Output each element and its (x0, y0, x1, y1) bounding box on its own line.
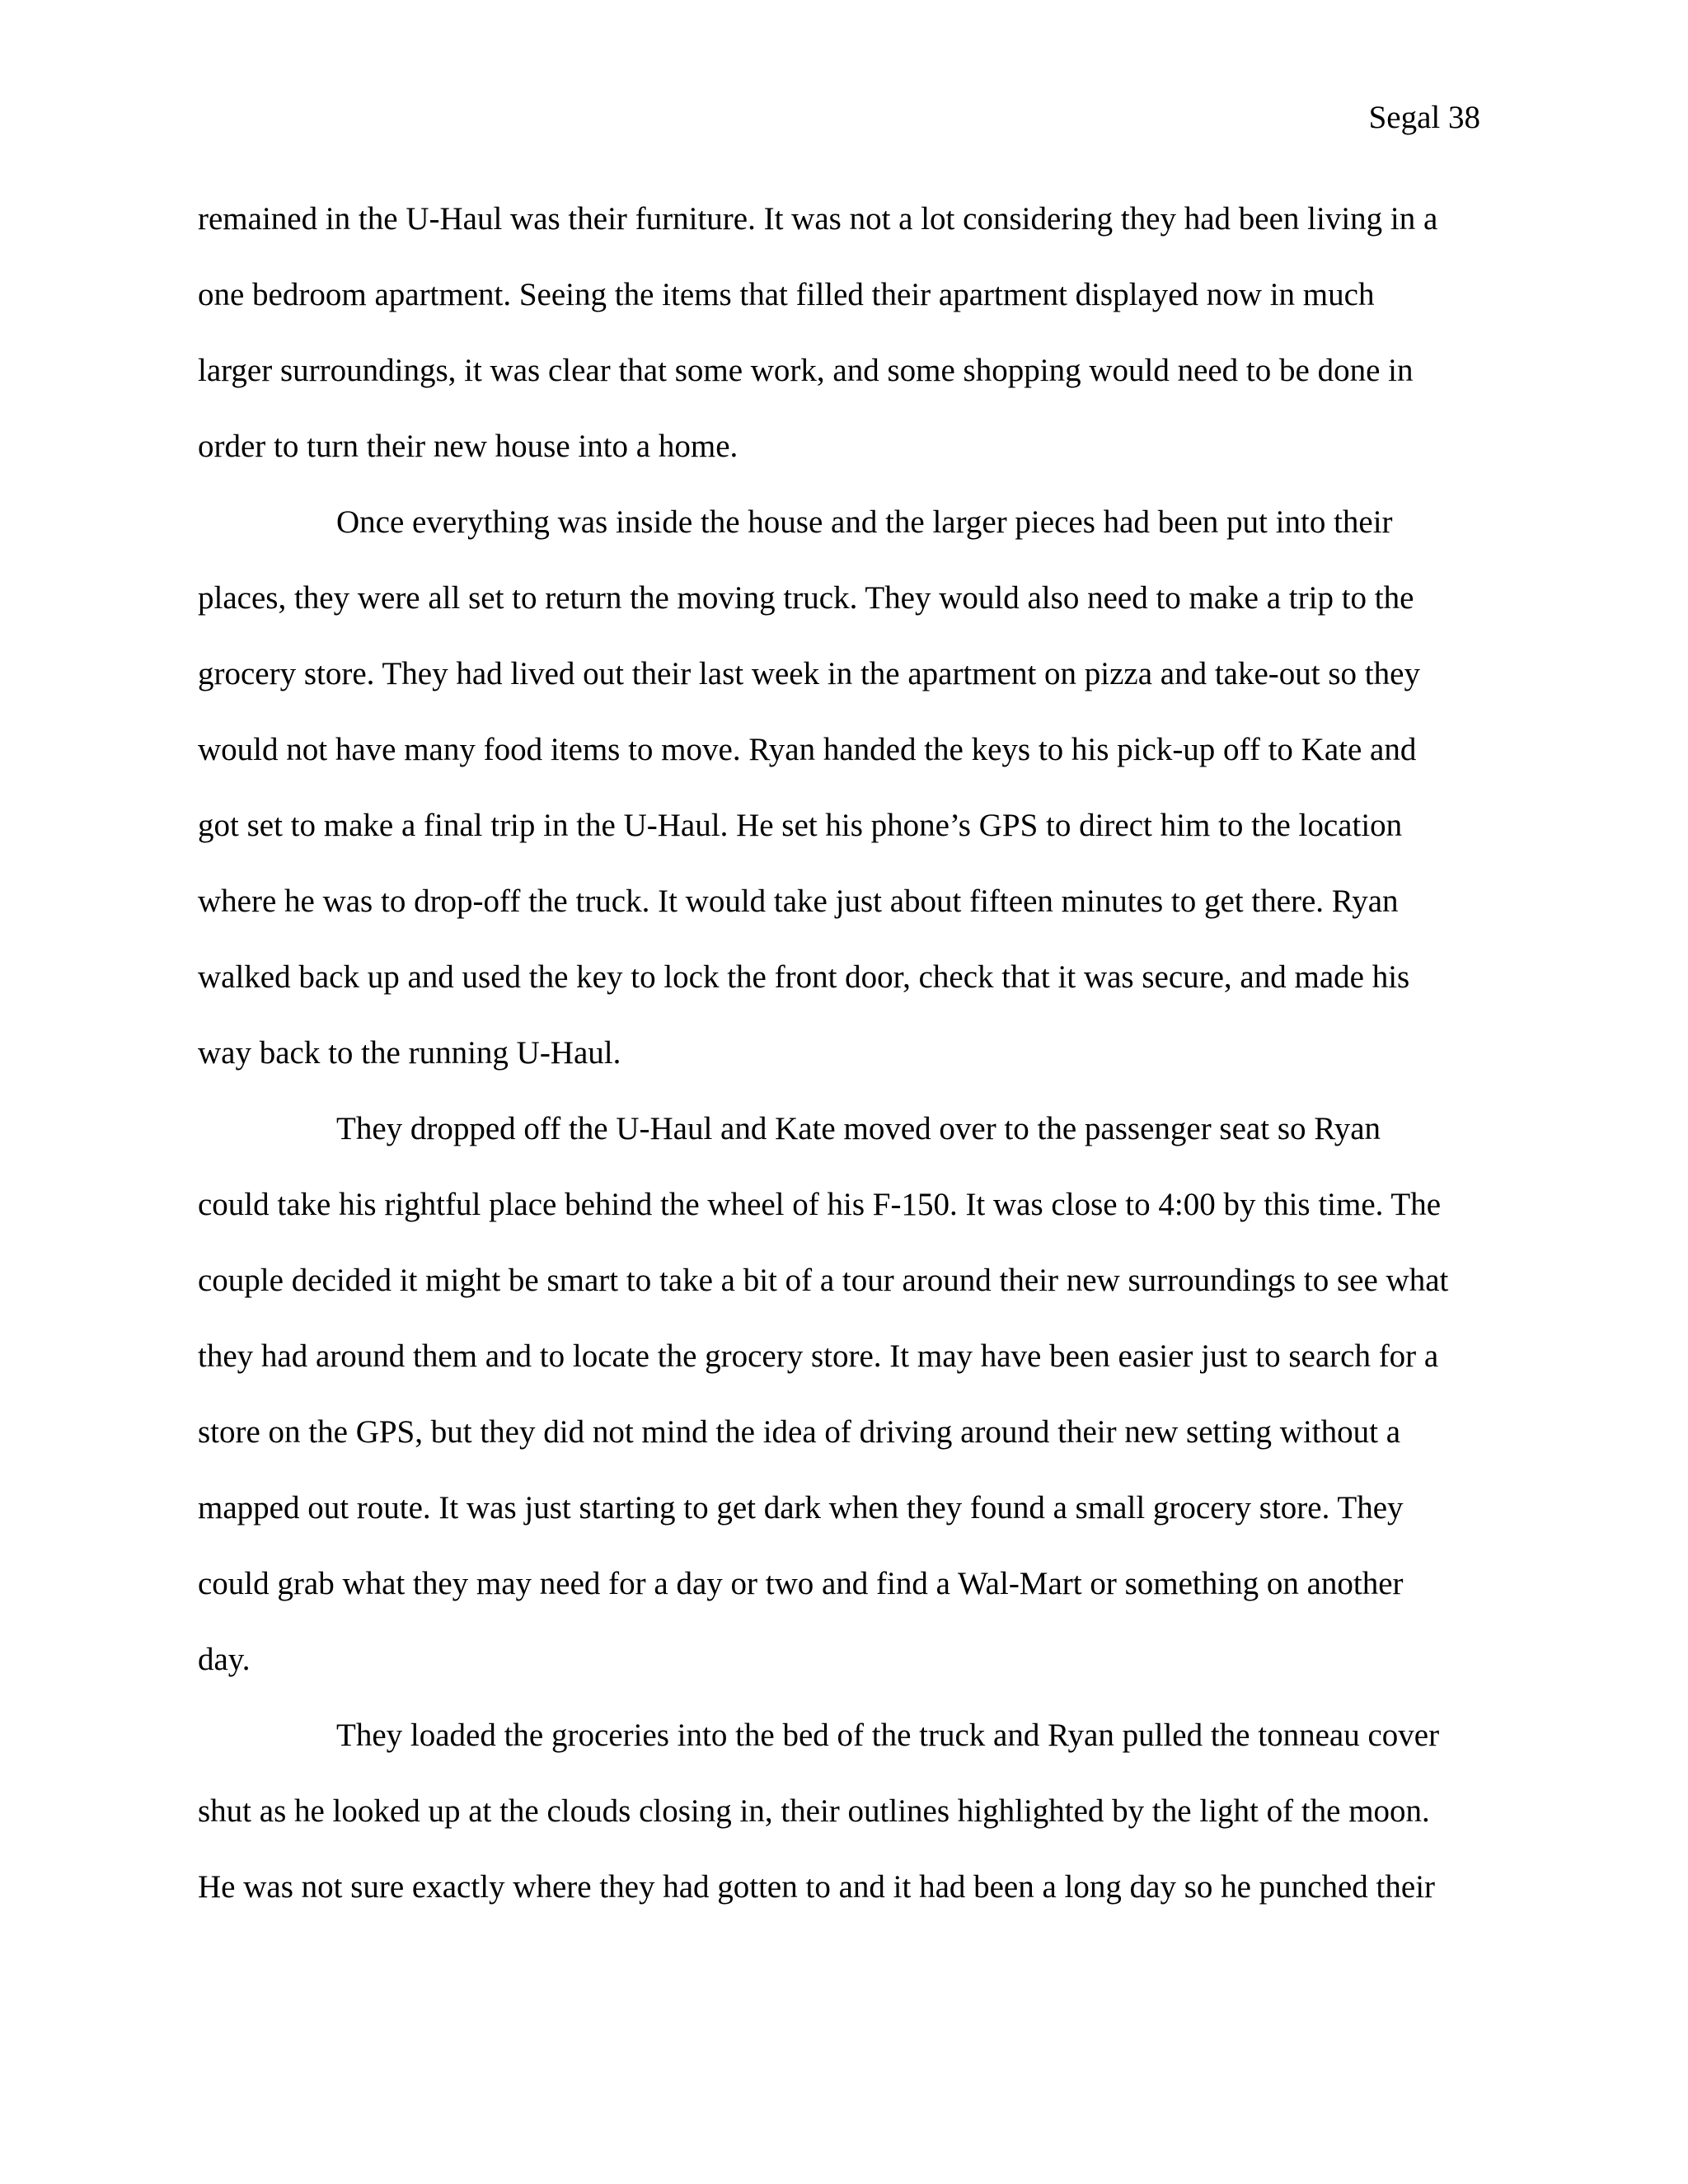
text-line: places, they were all set to return the moving truck. They would also need to make a trip to the (198, 580, 1414, 616)
text-line: He was not sure exactly where they had gotten to and it had been a long day so he punched their (198, 1869, 1436, 1905)
text-line: remained in the U-Haul was their furniture. It was not a lot considering they had been living in a (198, 201, 1438, 237)
text-line: larger surroundings, it was clear that some work, and some shopping would need to be done in (198, 353, 1414, 388)
running-head: Segal 38 (1368, 100, 1480, 135)
text-line: mapped out route. It was just starting to get dark when they found a small grocery store. They (198, 1490, 1404, 1526)
text-line: one bedroom apartment. Seeing the items that filled their apartment displayed now in much (198, 277, 1375, 312)
text-line: day. (198, 1642, 251, 1677)
text-line: would not have many food items to move. Ryan handed the keys to his pick-up off to Kate and (198, 732, 1417, 767)
paragraph-first-line: They loaded the groceries into the bed of the truck and Ryan pulled the tonneau cover (336, 1718, 1440, 1753)
text-line: grocery store. They had lived out their last week in the apartment on pizza and take-out so they (198, 656, 1420, 691)
text-line: shut as he looked up at the clouds closing in, their outlines highlighted by the light of the moon. (198, 1793, 1430, 1829)
text-line: store on the GPS, but they did not mind the idea of driving around their new setting without a (198, 1414, 1401, 1450)
text-line: order to turn their new house into a home. (198, 429, 738, 464)
text-line: couple decided it might be smart to take a bit of a tour around their new surroundings to see what (198, 1263, 1449, 1298)
text-line: they had around them and to locate the grocery store. It may have been easier just to search for a (198, 1338, 1439, 1374)
body-text (198, 199, 1492, 1943)
text-line: where he was to drop-off the truck. It would take just about fifteen minutes to get there. Ryan (198, 883, 1399, 919)
text-line: could take his rightful place behind the wheel of his F-150. It was close to 4:00 by this time. The (198, 1187, 1442, 1222)
text-line: got set to make a final trip in the U-Haul. He set his phone’s GPS to direct him to the location (198, 808, 1403, 843)
text-line: could grab what they may need for a day or two and find a Wal-Mart or something on another (198, 1566, 1404, 1601)
text-line: walked back up and used the key to lock the front door, check that it was secure, and made his (198, 959, 1410, 995)
paragraph-first-line: They dropped off the U-Haul and Kate moved over to the passenger seat so Ryan (336, 1111, 1381, 1146)
text-line: way back to the running U-Haul. (198, 1035, 621, 1071)
paragraph-first-line: Once everything was inside the house and the larger pieces had been put into their (336, 504, 1393, 540)
